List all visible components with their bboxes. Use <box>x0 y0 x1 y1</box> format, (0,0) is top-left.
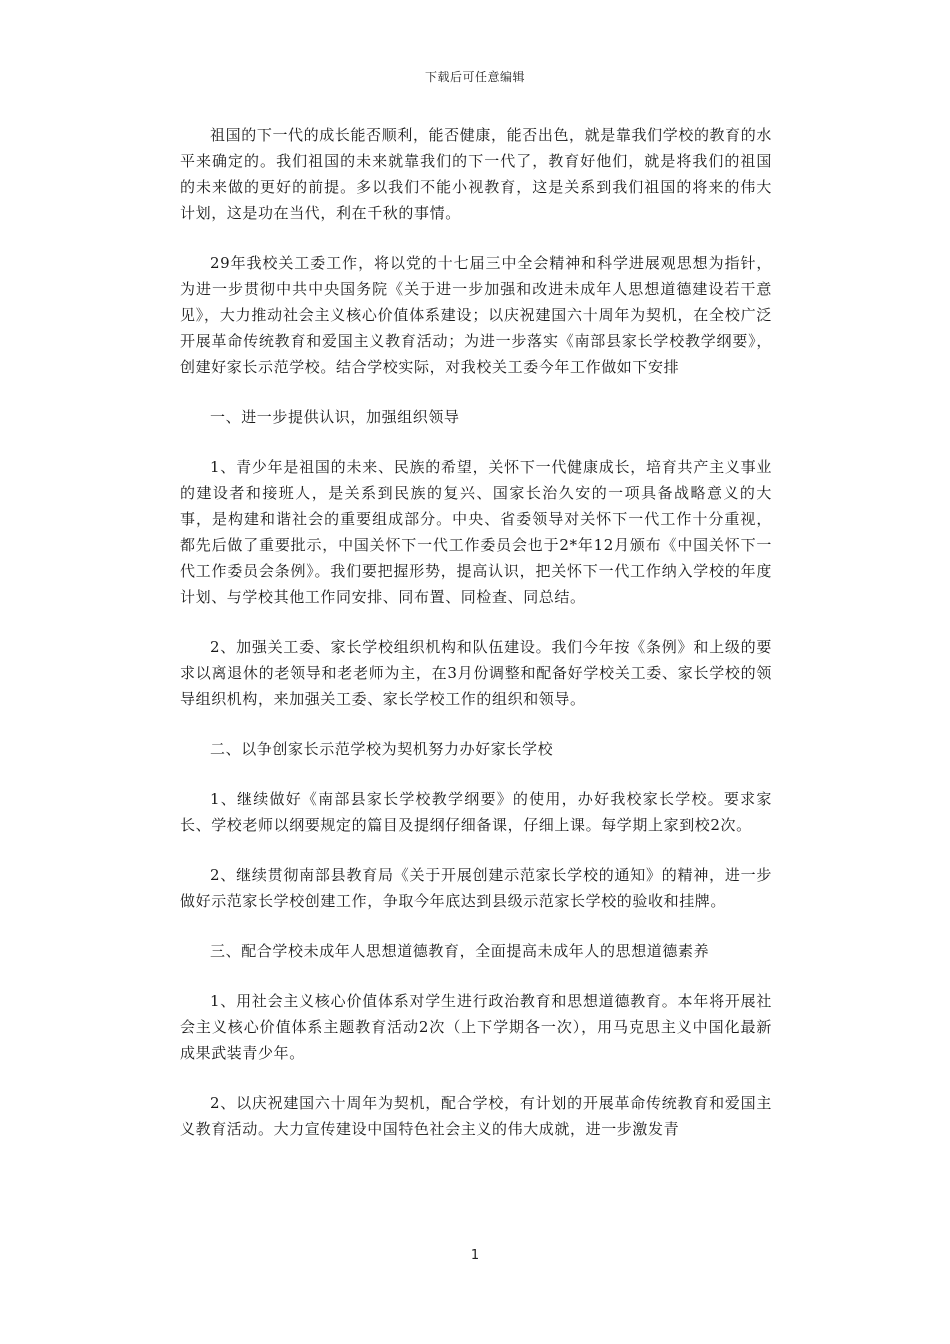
page-number: 1 <box>470 1248 480 1263</box>
section-heading-2: 二、以争创家长示范学校为契机努力办好家长学校 <box>210 740 554 758</box>
document-body <box>180 122 772 1166</box>
page-header: 下载后可任意编辑 <box>424 70 525 84</box>
paragraph-section2-item1: 1、继续做好《南部县家长学校教学纲要》的使用，办好我校家长学校。要求家长、学校老师以纲要规定的篇目及提纲仔细备课，仔细上课。每学期上家到校2次。 <box>180 790 772 834</box>
section-heading-1: 一、进一步提供认识，加强组织领导 <box>210 408 460 426</box>
paragraph-section3-item2: 2、以庆祝建国六十周年为契机，配合学校，有计划的开展革命传统教育和爱国主义教育活动。大力宣传建设中国特色社会主义的伟大成就，进一步激发青 <box>180 1094 772 1138</box>
paragraph-plan-overview: 29年我校关工委工作，将以党的十七届三中全会精神和科学进展观思想为指针，为进一步贯彻中共中央国务院《关于进一步加强和改进未成年人思想道德建设若干意见》，大力推动社会主义核心价值体系建设；以庆祝建国六十周年为契机，在全校广泛开展革命传统教育和爱国主义教育活动；为进一步落实《南部县家长学校教学纲要》，创建好家长示范学校。结合学校实际，对我校关工委今年工作做如下安排 <box>180 254 772 376</box>
paragraph-section1-item2: 2、加强关工委、家长学校组织机构和队伍建设。我们今年按《条例》和上级的要求以离退休的老领导和老老师为主，在3月份调整和配备好学校关工委、家长学校的领导组织机构，来加强关工委、家长学校工作的组织和领导。 <box>180 638 772 708</box>
paragraph-section2-item2: 2、继续贯彻南部县教育局《关于开展创建示范家长学校的通知》的精神，进一步做好示范家长学校创建工作，争取今年底达到县级示范家长学校的验收和挂牌。 <box>180 866 772 910</box>
paragraph-section3-item1: 1、用社会主义核心价值体系对学生进行政治教育和思想道德教育。本年将开展社会主义核心价值体系主题教育活动2次（上下学期各一次），用马克思主义中国化最新成果武装青少年。 <box>180 992 772 1062</box>
section-heading-3: 三、配合学校未成年人思想道德教育，全面提高未成年人的思想道德素养 <box>210 942 710 960</box>
paragraph-section1-item1: 1、青少年是祖国的未来、民族的希望，关怀下一代健康成长，培育共产主义事业的建设者和接班人，是关系到民族的复兴、国家长治久安的一项具备战略意义的大事，是构建和谐社会的重要组成部分。中央、省委领导对关怀下一代工作十分重视，都先后做了重要批示，中国关怀下一代工作委员会也于2*年12月颁布《中国关怀下一代工作委员会条例》。我们要把握形势，提高认识，把关怀下一代工作纳入学校的年度计划、与学校其他工作同安排、同布置、同检查、同总结。 <box>180 458 772 606</box>
paragraph-intro: 祖国的下一代的成长能否顺利，能否健康，能否出色，就是靠我们学校的教育的水平来确定的。我们祖国的未来就靠我们的下一代了，教育好他们，就是将我们的祖国的未来做的更好的前提。多以我们不能小视教育，这是关系到我们祖国的将来的伟大计划，这是功在当代，利在千秋的事情。 <box>180 126 772 222</box>
